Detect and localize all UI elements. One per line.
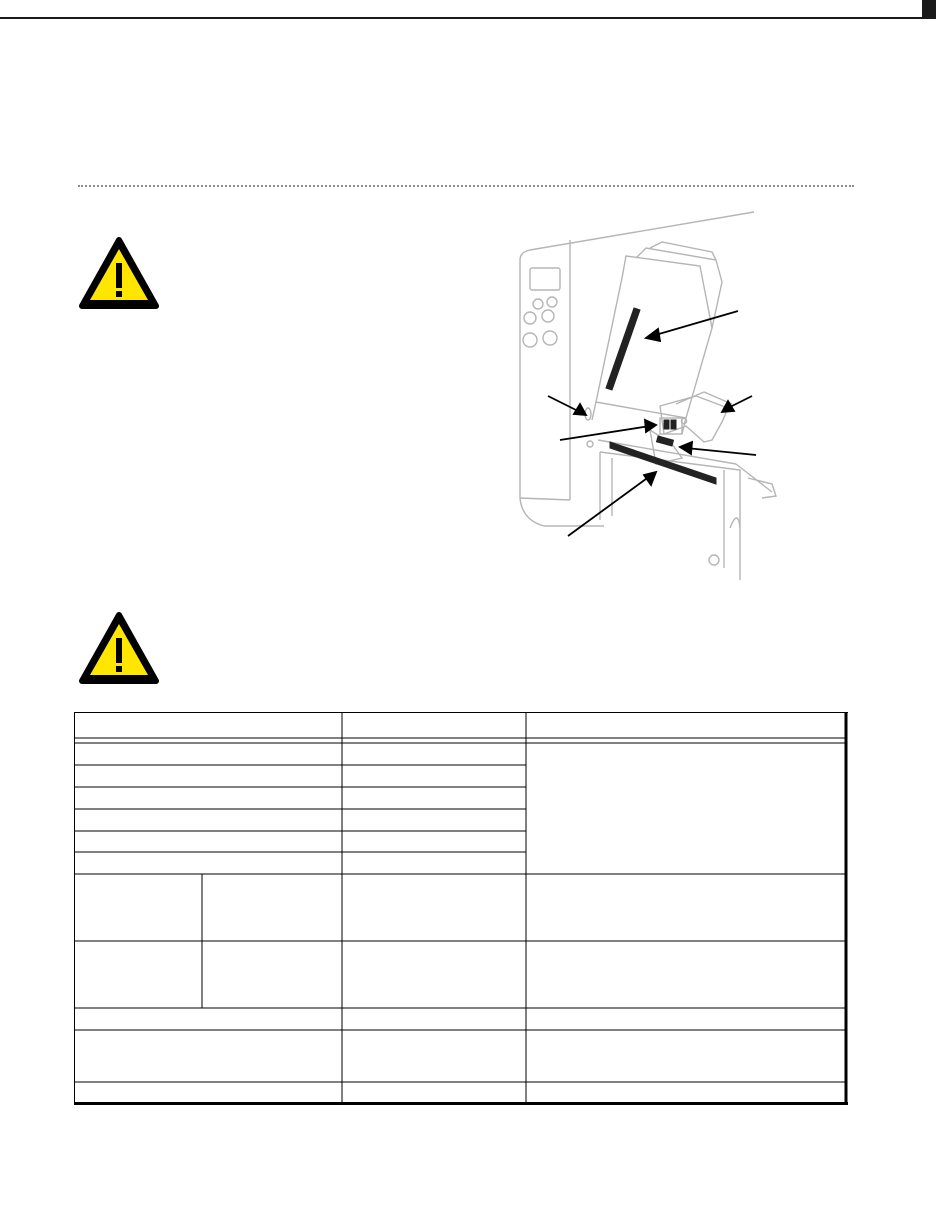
section-divider <box>78 185 854 187</box>
caution-triangle-icon <box>78 236 160 310</box>
caution-triangle-icon <box>78 611 160 685</box>
top-rule <box>0 17 936 19</box>
printer-printhead-illustration <box>500 208 800 590</box>
page-corner-marker <box>922 0 936 19</box>
cleaning-schedule-table <box>74 712 848 1105</box>
